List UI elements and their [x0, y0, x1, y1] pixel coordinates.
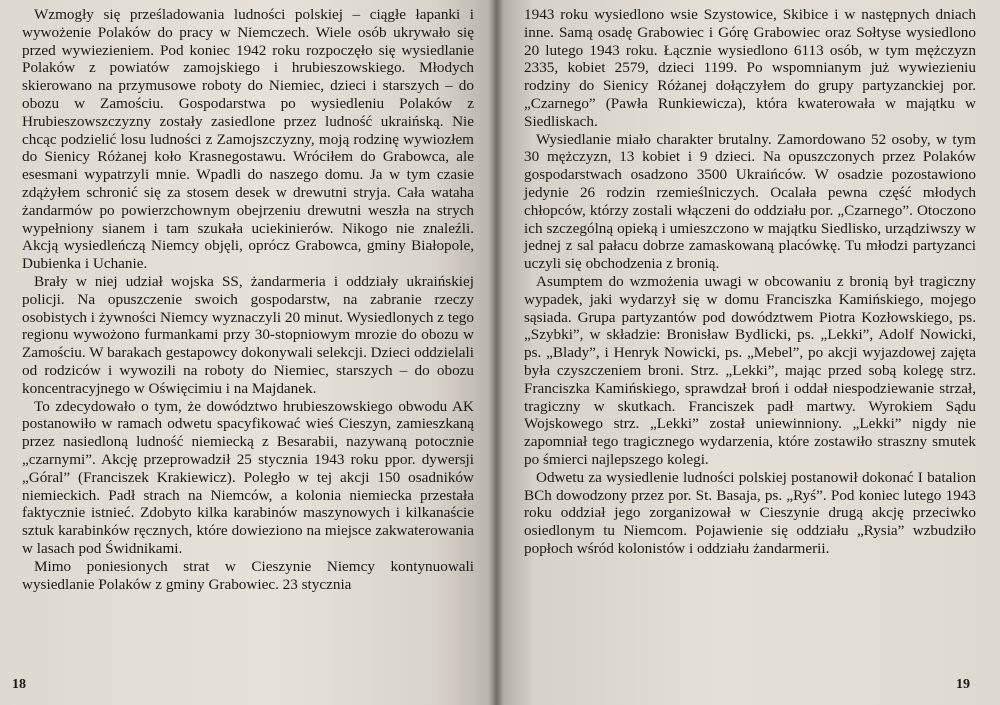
paragraph: Mimo poniesionych strat w Cieszynie Niemcy kontynuowali wysiedlanie Polaków z gminy Grabowiec. 23 stycznia	[22, 557, 474, 593]
paragraph: To zdecydowało o tym, że dowództwo hrubieszowskiego obwodu AK postanowiło w ramach odwetu spacyfikować wieś Cieszyn, zamieszkaną przez nasiedloną ludność niemiecką z Besarabii, nazywaną potocznie „czarnymi”. Akcję przeprowadził 25 stycznia 1943 roku ppor. dywersji „Góral” (Franciszek Krakiewicz). Poległo w tej akcji 150 osadników niemieckich. Padł strach na Niemców, a kolonia niemiecka przestała faktycznie istnieć. Zdobyto kilka karabinów maszynowych i kilkanaście sztuk karabinków ręcznych, które dowieziono na miejsce zakwaterowania w lasach pod Świdnikami.	[22, 397, 474, 557]
right-page	[494, 0, 1000, 705]
right-page-text	[524, 6, 976, 558]
page-number: 19	[956, 677, 970, 692]
paragraph: Wzmogły się prześladowania ludności polskiej – ciągłe łapanki i wywożenie Polaków do pracy w Niemczech. Wiele osób ukrywało się przed wywiezieniem. Pod koniec 1942 roku rozpoczęło się wysiedlanie Polaków z powiatów zamojskiego i hrubieszowskiego. Młodych skierowano na przymusowe roboty do Niemiec, dzieci i starszych – do obozu w Zamościu. Gospodarstwa po wysiedleniu Polaków z Hrubieszowszczyzny zostały zasiedlone przez ludność ukraińską. Nie chcąc podzielić losu ludności z Zamojszczyzny, moją rodzinę wywiozłem do Sienicy Różanej koło Krasnegostawu. Wróciłem do Grabowca, ale esesmani wypatrzyli mnie. Wpadli do naszego domu. Ja w tym czasie zdążyłem schronić się za stosem desek w drewutni stryja. Cała wataha żandarmów po powierzchownym obejrzeniu drewutni weszła na strych wypełniony sianem i tam szukała uciekinierów. Nikogo nie znaleźli. Akcją wysiedleńczą Niemcy objęli, oprócz Grabowca, gminy Białopole, Dubienka i Uchanie.	[22, 6, 474, 273]
left-page-text	[22, 6, 474, 593]
paragraph: Asumptem do wzmożenia uwagi w obcowaniu z bronią był tragiczny wypadek, jaki wydarzył się w domu Franciszka Kamińskiego, mojego sąsiada. Grupa partyzantów pod dowództwem Piotra Kozłowskiego, ps. „Szybki”, w składzie: Bronisław Bydlicki, ps. „Lekki”, Adolf Nowicki, ps. „Blady”, i Henryk Nowicki, ps. „Mebel”, po akcji wyjazdowej zajęta była czyszczeniem broni. Strz. „Lekki”, mając przed sobą kolegę strz. Franciszka Kamińskiego, sprawdzał broń i oddał niespodziewanie strzał, tragiczny w skutkach. Franciszek padł martwy. Wyrokiem Sądu Wojskowego strz. „Lekki” został uniewinniony. „Lekki” nigdy nie zapomniał tego tragicznego wydarzenia, które zostawiło straszny smutek po śmierci najlepszego kolegi.	[524, 272, 976, 468]
paragraph: Odwetu za wysiedlenie ludności polskiej postanowił dokonać I batalion BCh dowodzony przez por. St. Basaja, ps. „Ryś”. Pod koniec lutego 1943 roku oddział jego zorganizował w Cieszynie drugą akcję przeciwko osiedlonym tu Niemcom. Pojawienie się oddziału „Rysia” wzbudziło popłoch wśród kolonistów i oddziału żandarmerii.	[524, 468, 976, 557]
paragraph: Brały w niej udział wojska SS, żandarmeria i oddziały ukraińskiej policji. Na opuszczenie swoich gospodarstw, na zabranie rzeczy osobistych i żywności Niemcy wyznaczyli 20 minut. Wysiedlonych z tego regionu wywożono furmankami przy 30-stopniowym mrozie do obozu w Zamościu. W barakach gestapowcy dokonywali selekcji. Dzieci oddzielali od rodziców i wywozili na roboty do Niemiec, starszych – do obozu koncentracyjnego w Oświęcimiu i na Majdanek.	[22, 272, 474, 397]
left-page	[0, 0, 494, 705]
page-number: 18	[12, 677, 26, 692]
paragraph: 1943 roku wysiedlono wsie Szystowice, Skibice i w następnych dniach inne. Samą osadę Grabowiec i Górę Grabowiec oraz Sołtyse wysiedlono 20 lutego 1943 roku. Łącznie wysiedlono 6113 osób, w tym mężczyzn 2335, kobiet 2579, dzieci 1199. Po wspomnianym już wywiezieniu rodziny do Sienicy Różanej dołączyłem do grupy partyzanckiej por. „Czarnego” (Pawła Runkiewicza), która kwaterowała w majątku w Siedliskach.	[524, 6, 976, 130]
paragraph: Wysiedlanie miało charakter brutalny. Zamordowano 52 osoby, w tym 30 mężczyzn, 13 kobiet i 9 dzieci. Na opuszczonych przez Polaków gospodarstwach osadzono 3500 Ukraińców. W osadzie pozostawiono jedynie 26 rodzin rzemieślniczych. Ocalała pewna część młodych chłopców, którzy zostali włączeni do oddziału por. „Czarnego”. Otoczono ich szczególną opieką i umieszczono w majątku Siedlisko, urządziwszy w jednej z sal pałacu dobrze zamaskowaną placówkę. Tu młodzi partyzanci uczyli się obchodzenia z bronią.	[524, 130, 976, 273]
